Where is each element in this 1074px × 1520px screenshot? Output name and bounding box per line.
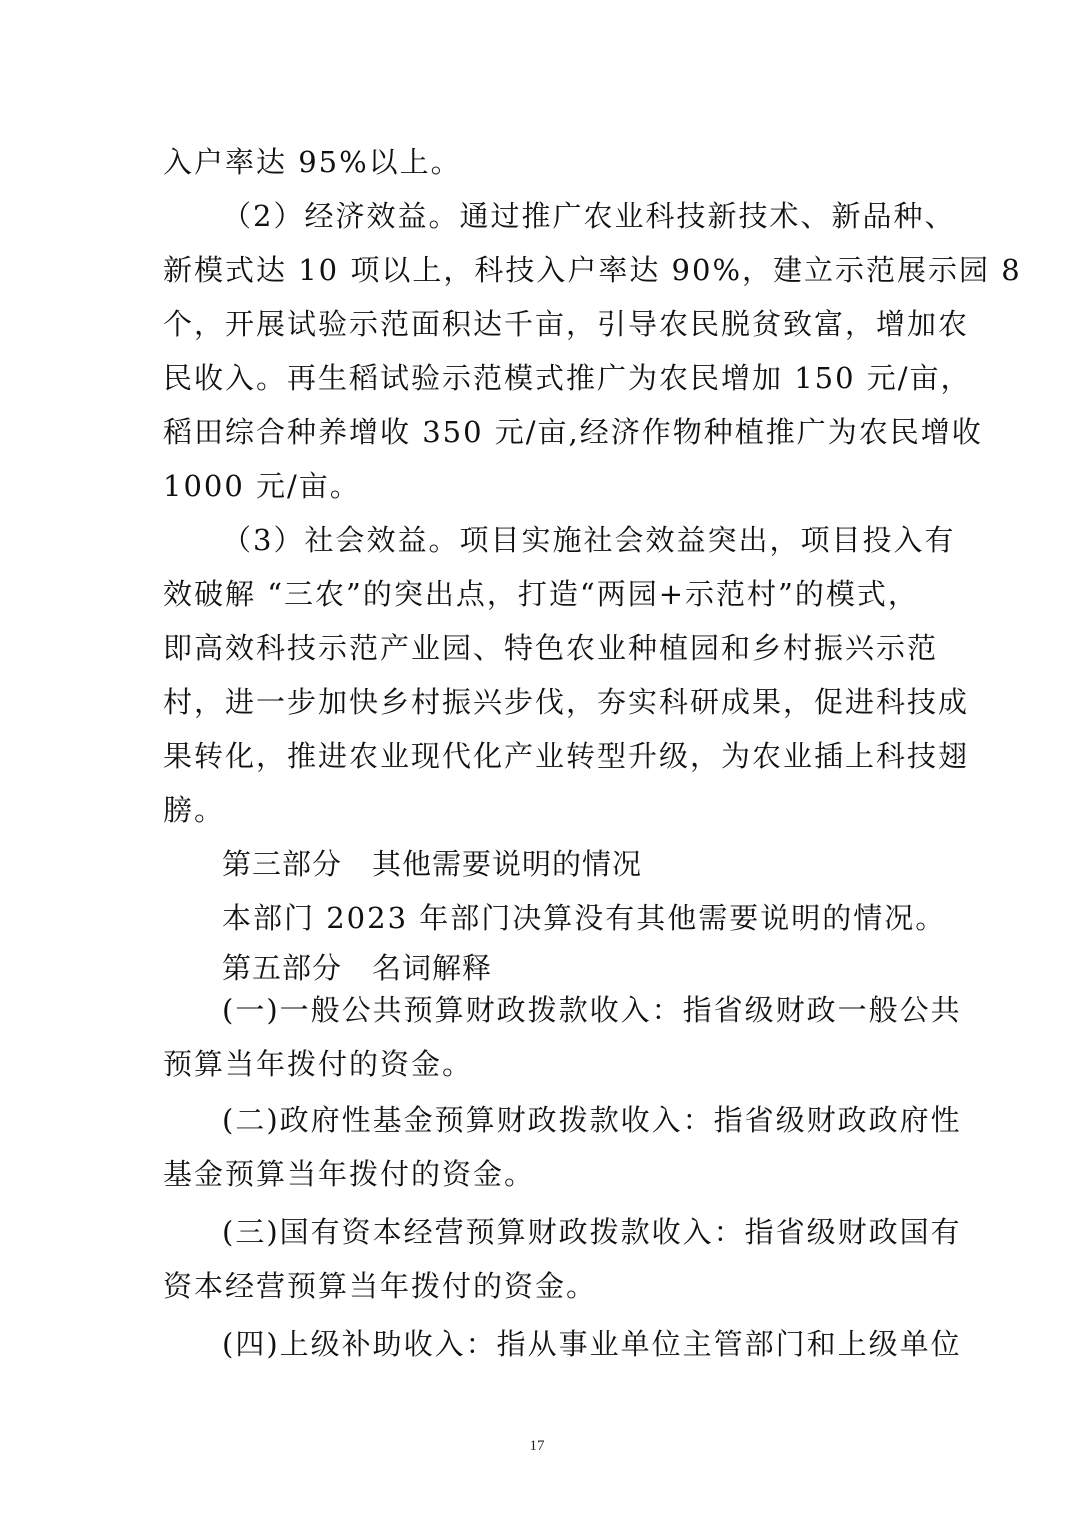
text-line-6: 稻田综合种养增收 350 元/亩,经济作物种植推广为农民增收 <box>163 415 983 449</box>
text-line-7: 1000 元/亩。 <box>163 469 361 503</box>
text-line-9: 效破解 “三农”的突出点，打造“两园+示范村”的模式， <box>163 577 919 611</box>
section-heading-part-five: 第五部分 名词解释 <box>222 951 493 985</box>
text-line-19: (二)政府性基金预算财政拨款收入：指省级财政政府性 <box>222 1103 962 1137</box>
text-line-23: (四)上级补助收入：指从事业单位主管部门和上级单位 <box>222 1327 962 1361</box>
text-line-20: 基金预算当年拨付的资金。 <box>163 1157 536 1191</box>
text-line-17: (一)一般公共预算财政拨款收入：指省级财政一般公共 <box>222 993 962 1027</box>
text-line-4: 个，开展试验示范面积达千亩，引导农民脱贫致富，增加农 <box>163 307 970 341</box>
text-line-18: 预算当年拨付的资金。 <box>163 1047 474 1081</box>
text-line-21: (三)国有资本经营预算财政拨款收入：指省级财政国有 <box>222 1215 962 1249</box>
text-line-1: 入户率达 95%以上。 <box>163 145 462 179</box>
text-line-22: 资本经营预算当年拨付的资金。 <box>163 1269 598 1303</box>
text-line-12: 果转化，推进农业现代化产业转型升级，为农业插上科技翅 <box>163 739 970 773</box>
text-line-3: 新模式达 10 项以上，科技入户率达 90%，建立示范展示园 8 <box>163 253 1022 287</box>
text-line-11: 村，进一步加快乡村振兴步伐，夯实科研成果，促进科技成 <box>163 685 970 719</box>
text-line-13: 膀。 <box>163 793 226 827</box>
text-line-5: 民收入。再生稻试验示范模式推广为农民增加 150 元/亩， <box>163 361 972 395</box>
text-line-8: （3）社会效益。项目实施社会效益突出，项目投入有 <box>222 523 956 557</box>
text-line-10: 即高效科技示范产业园、特色农业种植园和乡村振兴示范 <box>163 631 939 665</box>
page-number: 17 <box>529 1438 545 1454</box>
section-heading-part-three: 第三部分 其他需要说明的情况 <box>222 847 643 881</box>
text-line-15: 本部门 2023 年部门决算没有其他需要说明的情况。 <box>222 901 947 935</box>
text-line-2: （2）经济效益。通过推广农业科技新技术、新品种、 <box>222 199 956 233</box>
